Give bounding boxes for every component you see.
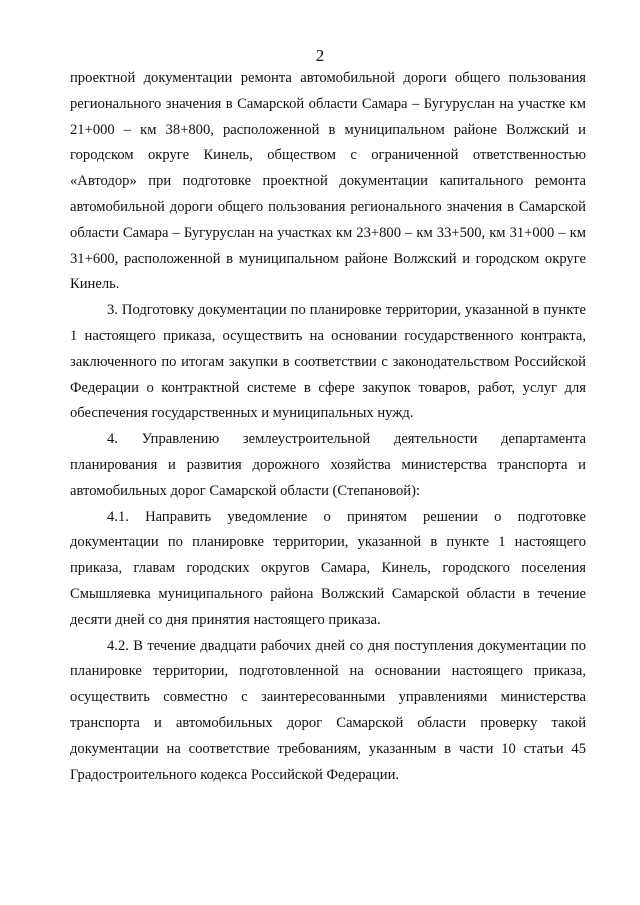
paragraph-item-3: 3. Подготовку документации по планировке территории, указанной в пункте 1 настоящего приказа, осуществить на основании государственного контракта, заключенного по итогам закупки в соответствии с законодательством Российской Федерации о контрактной системе в сфере закупок товаров, работ, услуг для обеспечения государственных и муниципальных нужд. bbox=[70, 302, 586, 422]
paragraph-item-4-1: 4.1. Направить уведомление о принятом решении о подготовке документации по планировке территории, указанной в пункте 1 настоящего приказа, главам городских округов Самара, Кинель, городского поселения Смышляевка муниципального района Волжский Самарской области в течение десяти дней со дня принятия настоящего приказа. bbox=[70, 508, 586, 628]
page-number: 2 bbox=[315, 46, 325, 65]
document-body bbox=[70, 66, 586, 788]
paragraph-continuation: проектной документации ремонта автомобильной дороги общего пользования регионального значения в Самарской области Самара – Бугуруслан на участке км 21+000 – км 38+800, расположенной в муниципальном районе Волжский и городском округе Кинель, обществом с ограниченной ответственностью «Автодор» при подготовке проектной документации капитального ремонта автомобильной дороги общего пользования регионального значения в Самарской области Самара – Бугуруслан на участках км 23+800 – км 33+500, км 31+000 – км 31+600, расположенной в муниципальном районе Волжский и городском округе Кинель. bbox=[70, 70, 586, 293]
paragraph-item-4-2: 4.2. В течение двадцати рабочих дней со дня поступления документации по планировке территории, подготовленной на основании настоящего приказа, осуществить совместно с заинтересованными управлениями министерства транспорта и автомобильных дорог Самарской области проверку такой документации на соответствие требованиям, указанным в части 10 статьи 45 Градостроительного кодекса Российской Федерации. bbox=[70, 637, 586, 783]
paragraph-item-4: 4. Управлению землеустроительной деятельности департамента планирования и развития дорожного хозяйства министерства транспорта и автомобильных дорог Самарской области (Степановой): bbox=[70, 431, 586, 499]
